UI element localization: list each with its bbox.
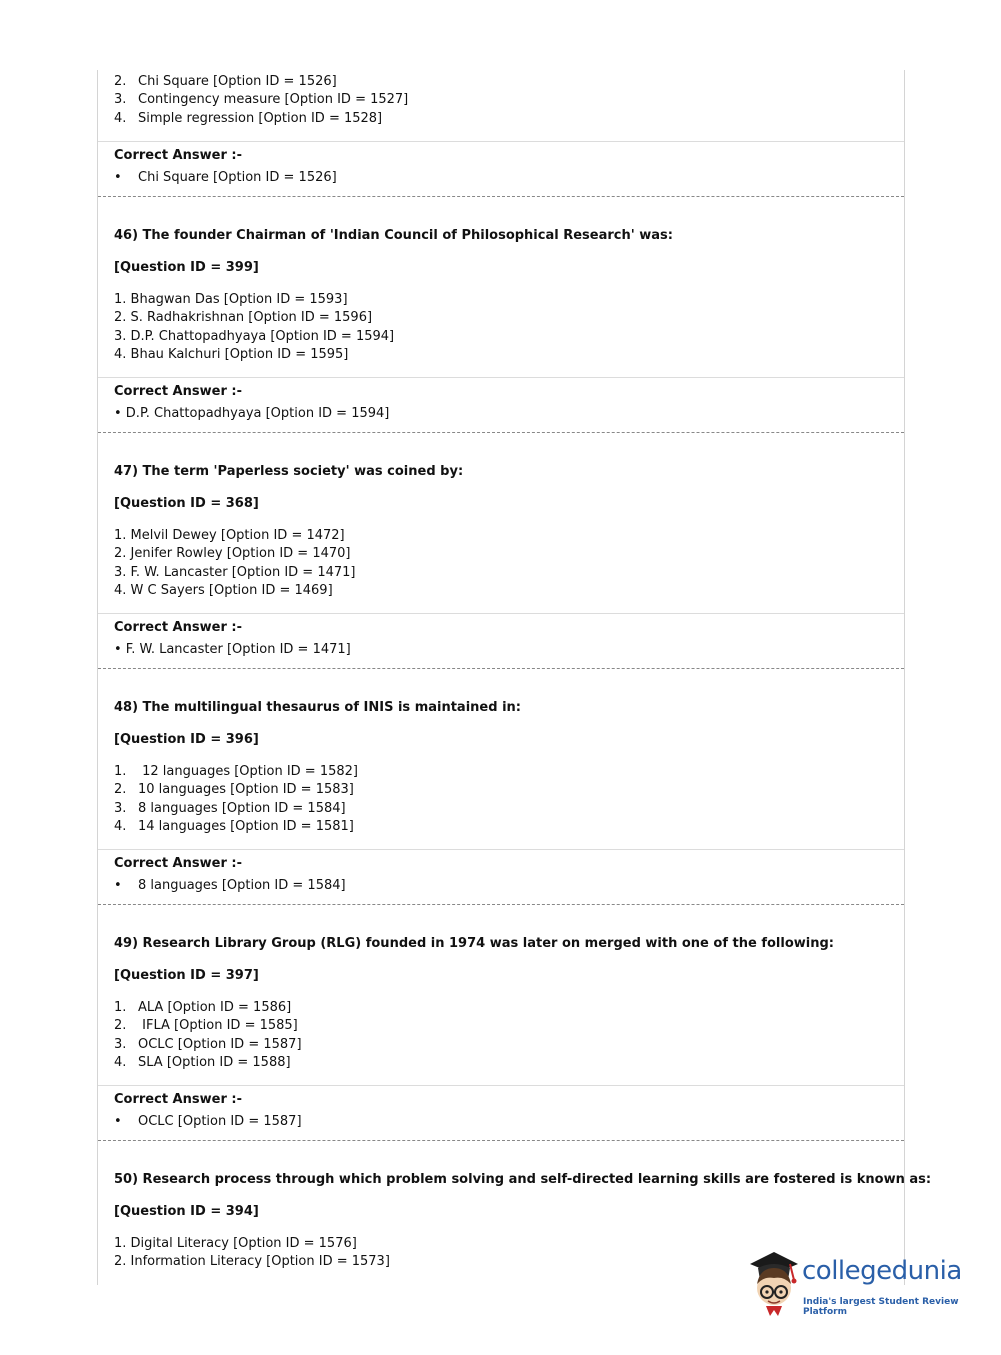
exam-page-frame [97, 70, 932, 1285]
question-id: [Question ID = 399] [114, 260, 259, 275]
correct-answer: • D.P. Chattopadhyaya [Option ID = 1594] [114, 406, 390, 421]
answer-label: Correct Answer :- [114, 1092, 242, 1107]
correct-answer: • 8 languages [Option ID = 1584] [114, 878, 346, 893]
answer-label: Correct Answer :- [114, 384, 242, 399]
option: 2. S. Radhakrishnan [Option ID = 1596] [114, 310, 373, 325]
brand-name: collegedunia [802, 1256, 962, 1286]
option: 1. Melvil Dewey [Option ID = 1472] [114, 528, 345, 543]
option: 4. 14 languages [Option ID = 1581] [114, 819, 354, 834]
option: 3. F. W. Lancaster [Option ID = 1471] [114, 565, 356, 580]
question-divider [98, 432, 904, 433]
correct-answer: • F. W. Lancaster [Option ID = 1471] [114, 642, 351, 657]
option: 3. D.P. Chattopadhyaya [Option ID = 1594] [114, 329, 395, 344]
divider [98, 1085, 904, 1086]
mascot-icon [744, 1250, 804, 1320]
answer-label: Correct Answer :- [114, 620, 242, 635]
question-divider [98, 668, 904, 669]
question-id: [Question ID = 397] [114, 968, 259, 983]
answer-label: Correct Answer :- [114, 856, 242, 871]
option: 2. Jenifer Rowley [Option ID = 1470] [114, 546, 351, 561]
question-divider [98, 904, 904, 905]
option: 3. OCLC [Option ID = 1587] [114, 1037, 302, 1052]
question-id: [Question ID = 394] [114, 1204, 259, 1219]
question-id: [Question ID = 368] [114, 496, 259, 511]
question-title: 49) Research Library Group (RLG) founded in 1974 was later on merged with one of the following: [114, 936, 834, 951]
option: 4. Simple regression [Option ID = 1528] [114, 111, 383, 126]
option: 1. Bhagwan Das [Option ID = 1593] [114, 292, 348, 307]
question-divider [98, 196, 904, 197]
answer-label: Correct Answer :- [114, 148, 242, 163]
option: 2. 10 languages [Option ID = 1583] [114, 782, 354, 797]
option: 1. ALA [Option ID = 1586] [114, 1000, 292, 1015]
option: 3. 8 languages [Option ID = 1584] [114, 801, 346, 816]
correct-answer: • Chi Square [Option ID = 1526] [114, 170, 337, 185]
option: 2. Chi Square [Option ID = 1526] [114, 74, 337, 89]
divider [98, 377, 904, 378]
question-title: 47) The term 'Paperless society' was coined by: [114, 464, 464, 479]
question-title: 48) The multilingual thesaurus of INIS is maintained in: [114, 700, 521, 715]
question-divider [98, 1140, 904, 1141]
question-title: 50) Research process through which problem solving and self-directed learning skills are fostered is known as: [114, 1172, 932, 1187]
option: 3. Contingency measure [Option ID = 1527] [114, 92, 409, 107]
option: 2. IFLA [Option ID = 1585] [114, 1018, 298, 1033]
option: 4. SLA [Option ID = 1588] [114, 1055, 291, 1070]
option: 1. 12 languages [Option ID = 1582] [114, 764, 358, 779]
divider [98, 141, 904, 142]
collegedunia-logo[interactable] [744, 1250, 974, 1320]
question-id: [Question ID = 396] [114, 732, 259, 747]
correct-answer: • OCLC [Option ID = 1587] [114, 1114, 302, 1129]
question-title: 46) The founder Chairman of 'Indian Council of Philosophical Research' was: [114, 228, 673, 243]
divider [98, 613, 904, 614]
option: 2. Information Literacy [Option ID = 1573] [114, 1254, 390, 1269]
brand-tagline: India's largest Student Review Platform [803, 1297, 959, 1317]
divider [98, 849, 904, 850]
option: 4. Bhau Kalchuri [Option ID = 1595] [114, 347, 349, 362]
option: 4. W C Sayers [Option ID = 1469] [114, 583, 333, 598]
option: 1. Digital Literacy [Option ID = 1576] [114, 1236, 357, 1251]
